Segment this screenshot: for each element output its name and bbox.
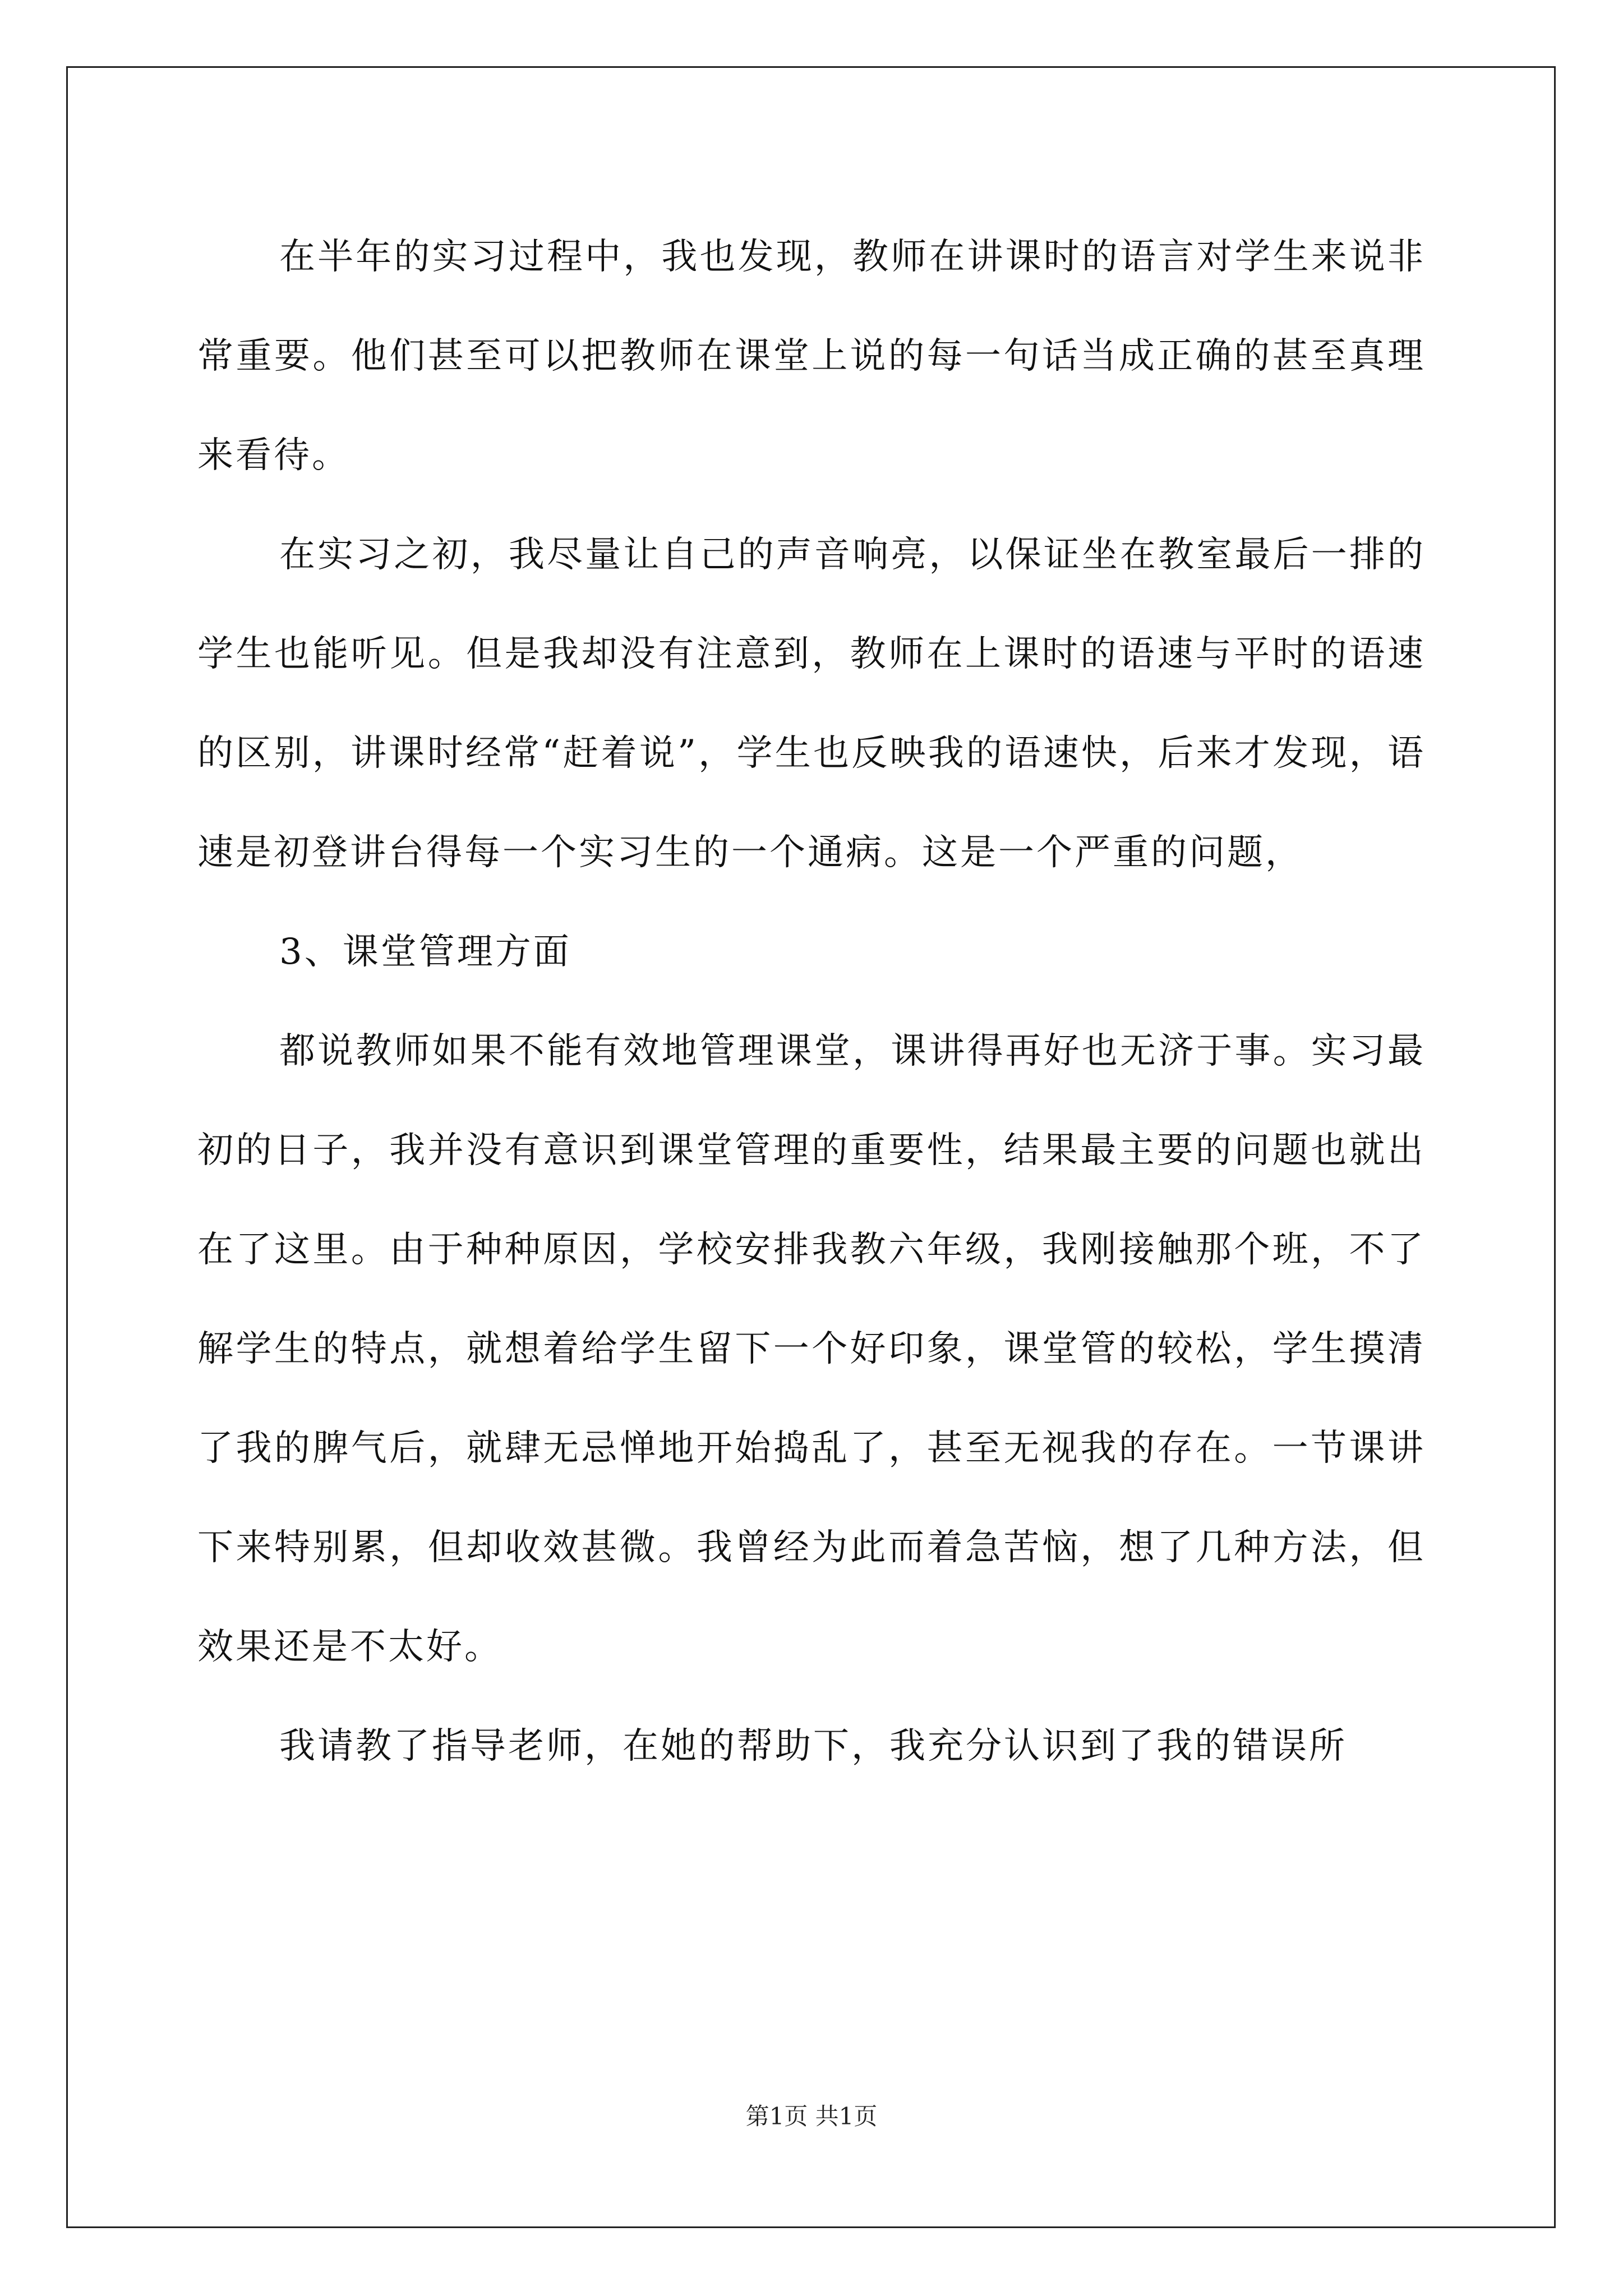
- paragraph: 都说教师如果不能有效地管理课堂，课讲得再好也无济于事。实习最初的日子，我并没有意识到课堂管理的重要性，结果最主要的问题也就出在了这里。由于种种原因，学校安排我教六年级，我刚接触那个班，不了解学生的特点，就想着给学生留下一个好印象，课堂管的较松，学生摸清了我的脾气后，就肆无忌惮地开始捣乱了，甚至无视我的存在。一节课讲下来特别累，但却收效甚微。我曾经为此而着急苦恼，想了几种方法，但效果还是不太好。: [197, 1030, 1426, 1668]
- paragraph: 在半年的实习过程中，我也发现，教师在讲课时的语言对学生来说非常重要。他们甚至可以把教师在课堂上说的每一句话当成正确的甚至真理来看待。: [197, 236, 1426, 476]
- section-heading: 3、课堂管理方面: [279, 931, 571, 973]
- paragraph: 在实习之初，我尽量让自己的声音响亮，以保证坐在教室最后一排的学生也能听见。但是我却没有注意到，教师在上课时的语速与平时的语速的区别，讲课时经常“赶着说”，学生也反映我的语速快，后来才发现，语速是初登讲台得每一个实习生的一个通病。这是一个严重的问题，: [197, 534, 1426, 873]
- document-body: [197, 208, 1426, 1796]
- paragraph: 我请教了指导老师，在她的帮助下，我充分认识到了我的错误所: [279, 1726, 1347, 1767]
- page-number-footer: 第1页 共1页: [745, 2102, 878, 2130]
